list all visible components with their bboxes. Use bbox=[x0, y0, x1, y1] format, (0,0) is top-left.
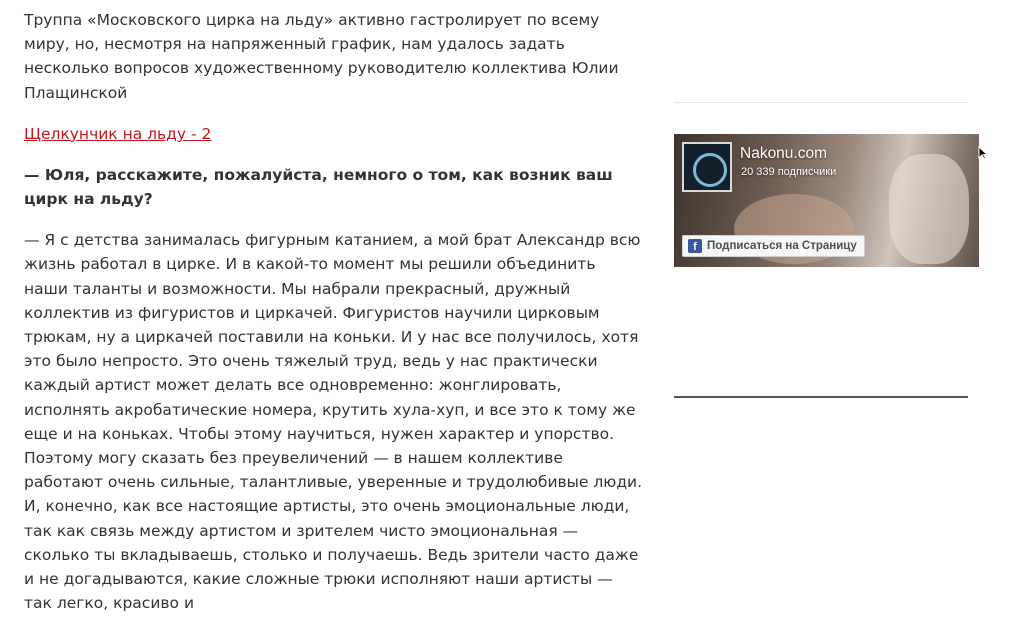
article bbox=[24, 8, 644, 632]
cover-photo-shape bbox=[889, 154, 969, 264]
facebook-page-widget[interactable] bbox=[674, 134, 979, 267]
article-intro: Труппа «Московского цирка на льду» активно гастролирует по всему миру, но, несмотря на напряженный график, нам удалось задать несколько вопросов художественному руководителю коллектива Юлии Плащинской bbox=[24, 11, 619, 102]
subscriber-count: 20 339 подписчики bbox=[741, 166, 837, 178]
subscribe-button[interactable] bbox=[682, 235, 865, 257]
sidebar bbox=[674, 0, 969, 578]
facebook-icon: f bbox=[688, 239, 702, 253]
interview-question: — Юля, расскажите, пожалуйста, немного о том, как возник ваш цирк на льду? bbox=[24, 165, 613, 209]
page-logo[interactable] bbox=[682, 142, 732, 192]
sidebar-divider-bottom bbox=[674, 396, 968, 398]
page-name-link[interactable]: Nakonu.com bbox=[740, 145, 828, 162]
interview-answer: — Я с детства занималась фигурным катанием, а мой брат Александр всю жизнь работал в цирке. И в какой-то момент мы решили объединить наши таланты и возможности. Мы набрали прекрасный, дружный коллектив из фигуристов и циркачей. Фигуристов научили цирковым трюкам, ну а циркачей поставили на коньки. И у нас все получилось, хотя это было непросто. Это очень тяжелый труд, ведь у нас практически каждый артист может делать все одновременно: жонглировать, исполнять акробатические номера, крутить хула-хуп, и все это к тому же еще и на коньках. Чтобы этому научиться, нужен характер и упорство. Поэтому могу сказать без преувеличений — в нашем коллективе работают очень сильные, талантливые, уверенные и трудолюбивые люди. И, конечно, как все настоящие артисты, это очень эмоциональные люди, так как связь между артистом и зрителем чисто эмоциональная — сколько ты вкладываешь, столько и получаешь. Ведь зрители часто даже и не догадываются, какие сложные трюки исполняют наши артисты — так легко, красиво и bbox=[24, 231, 643, 613]
related-article-link[interactable]: Щелкунчик на льду - 2 bbox=[24, 124, 212, 143]
subscribe-button-label: Подписаться на Страницу bbox=[707, 240, 857, 252]
logo-ring-icon bbox=[693, 153, 727, 187]
sidebar-divider-top bbox=[674, 102, 968, 103]
mouse-cursor-icon bbox=[978, 146, 988, 160]
